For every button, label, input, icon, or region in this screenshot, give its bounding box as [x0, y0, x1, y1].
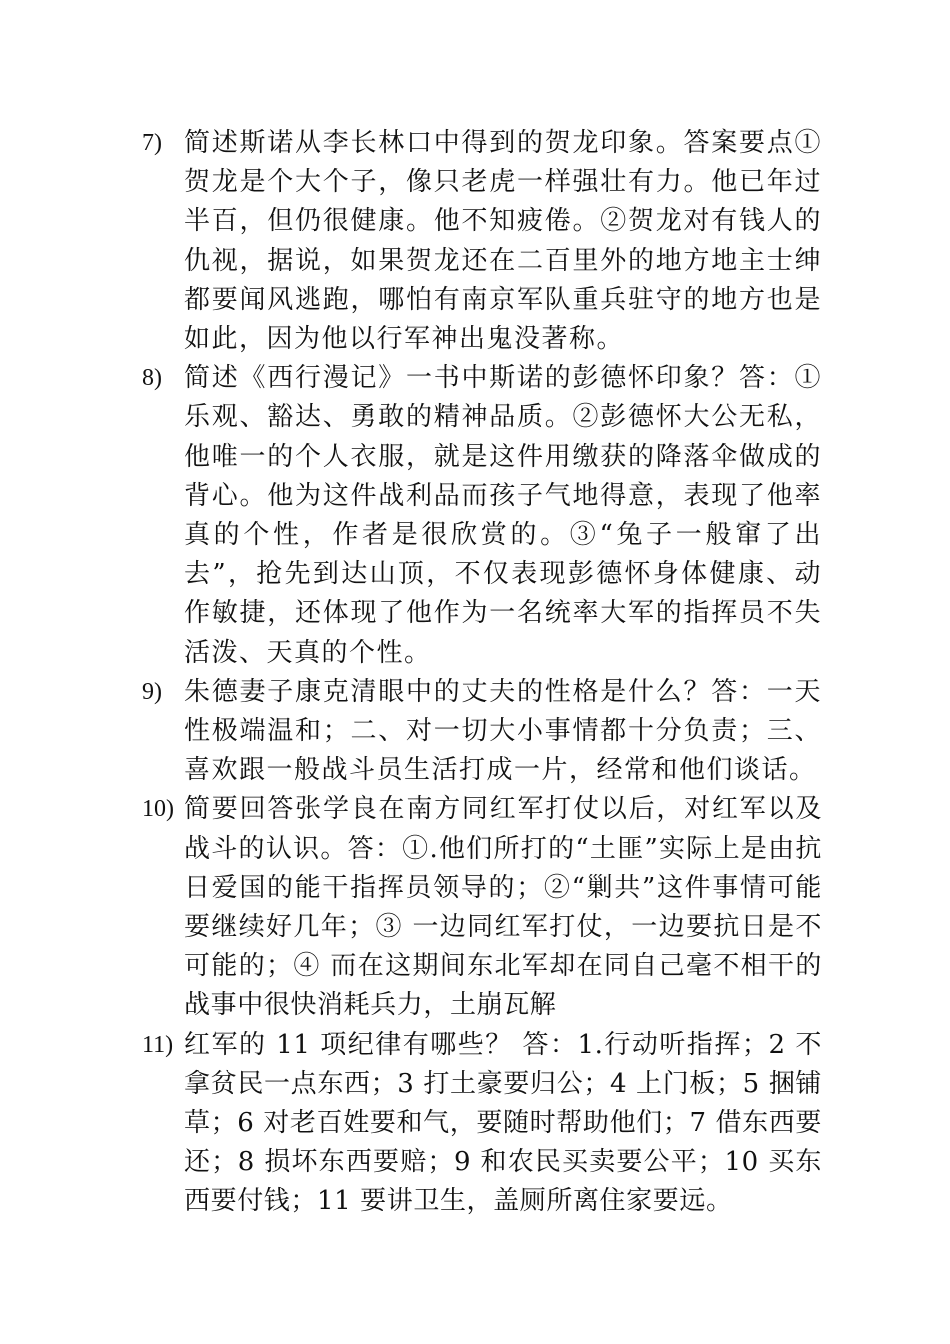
list-item-10: [142, 790, 822, 1025]
list-item-9: [142, 673, 822, 791]
item-number: 7): [142, 130, 162, 156]
item-text: 简述《西行漫记》一书中斯诺的彭德怀印象？答：①乐观、豁达、勇敢的精神品质。②彭德怀大公无私，他唯一的个人衣服，就是这件用缴获的降落伞做成的背心。他为这件战利品而孩子气地得意，表现了他率真的个性，作者是很欣赏的。③“兔子一般窜了出去”，抢先到达山顶，不仅表现彭德怀身体健康、动作敏捷，还体现了他作为一名统率大军的指挥员不失活泼、天真的个性。: [184, 363, 822, 668]
question-answer-list: [142, 124, 822, 1222]
item-text: 简述斯诺从李长林口中得到的贺龙印象。答案要点①贺龙是个大个子，像只老虎一样强壮有力。他已年过半百，但仍很健康。他不知疲倦。②贺龙对有钱人的仇视，据说，如果贺龙还在二百里外的地方地主士绅都要闻风逃跑，哪怕有南京军队重兵驻守的地方也是如此，因为他以行军神出鬼没著称。: [184, 128, 822, 355]
item-text: 红军的 11 项纪律有哪些？ 答：1.行动听指挥；2 不拿贫民一点东西；3 打土豪要归公；4 上门板；5 捆铺草；6 对老百姓要和气，要随时帮助他们；7 借东西要还；8 损坏东西要赔；9 和农民买卖要公平；10 买东西要付钱；11 要讲卫生，盖厕所离住家要远。: [184, 1029, 822, 1217]
list-item-7: [142, 124, 822, 359]
item-number: 8): [142, 365, 162, 392]
list-item-8: [142, 359, 822, 673]
item-number: 11): [142, 1031, 174, 1058]
item-text: 朱德妻子康克清眼中的丈夫的性格是什么？答：一天性极端温和；二、对一切大小事情都十分负责；三、喜欢跟一般战斗员生活打成一片，经常和他们谈话。: [184, 676, 822, 786]
item-number: 10): [142, 796, 174, 823]
item-text: 简要回答张学良在南方同红军打仗以后，对红军以及战斗的认识。答：①.他们所打的“土匪”实际上是由抗日爱国的能干指挥员领导的；②“剿共”这件事情可能要继续好几年；③ 一边同红军打仗，一边要抗日是不可能的；④ 而在这期间东北军却在同自己毫不相干的战事中很快消耗兵力，土崩瓦解: [184, 794, 822, 1021]
list-item-11: [142, 1026, 822, 1222]
item-number: 9): [142, 678, 162, 705]
